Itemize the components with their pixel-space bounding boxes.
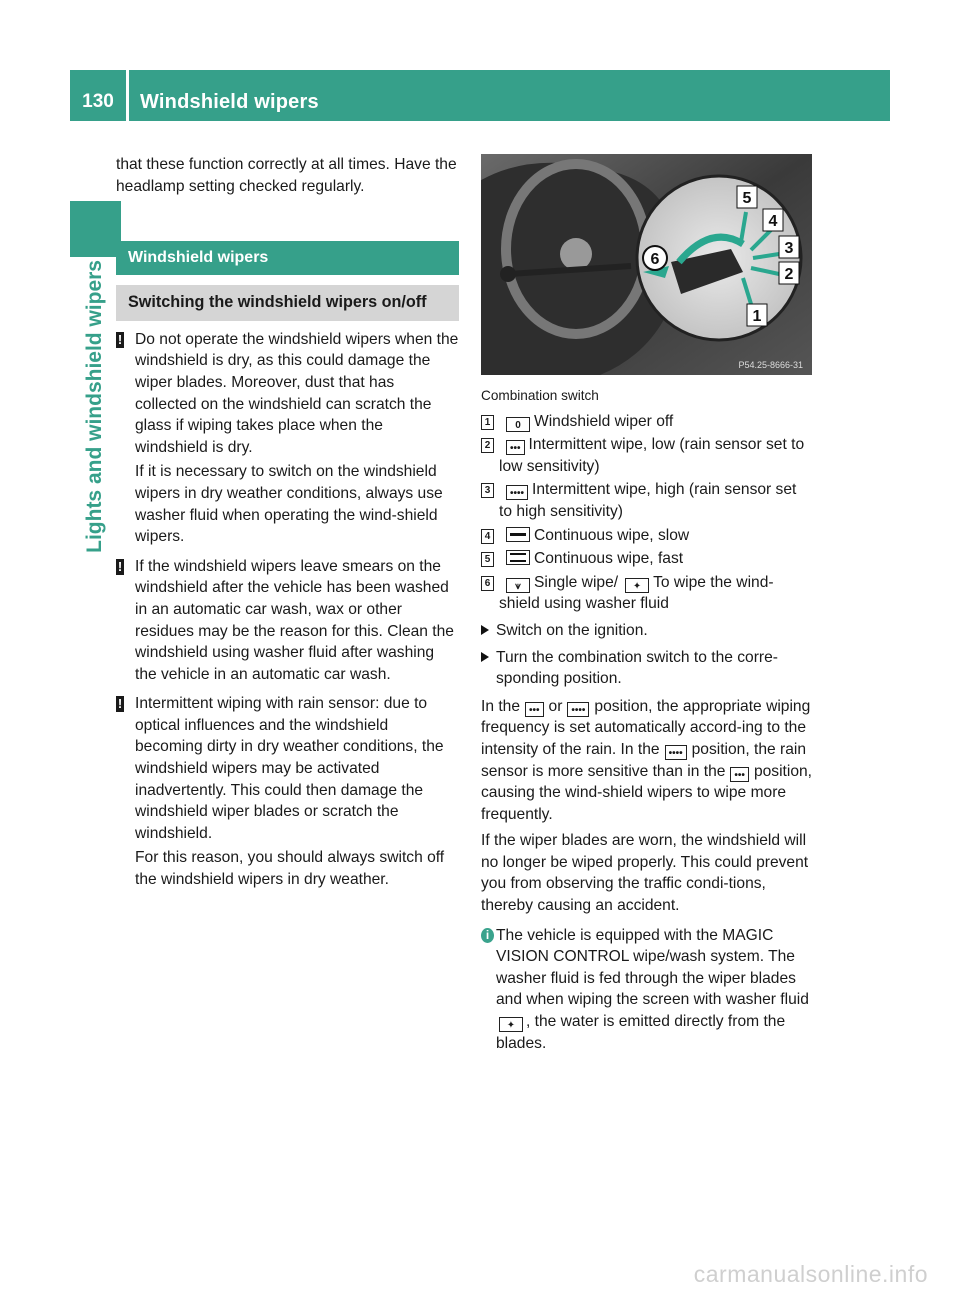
intermittent-low-symbol: •••	[506, 440, 525, 455]
exclamation-icon: !	[117, 696, 123, 712]
exclamation-icon: !	[117, 558, 123, 574]
rain-sensor-paragraph	[481, 696, 813, 826]
page-number: 130	[82, 91, 114, 112]
callout-6: 6	[650, 251, 660, 268]
intermittent-high-symbol: ••••	[567, 702, 589, 717]
continuous-fast-icon	[506, 550, 530, 565]
step-arrow-icon	[481, 625, 489, 635]
step-arrow-icon	[481, 652, 489, 662]
section-heading: Windshield wipers	[116, 241, 459, 275]
warning-note	[116, 693, 459, 890]
combination-switch-figure	[481, 154, 812, 375]
left-column	[116, 154, 459, 891]
note-text: If it is necessary to switch on the windshield wipers in dry weather conditions, always use washer fluid when operating the wind-shield wipers.	[135, 463, 443, 546]
washer-fluid-icon: ✦	[499, 1017, 523, 1032]
item-number: 5	[481, 552, 494, 567]
legend-item	[481, 572, 813, 615]
instruction-step	[481, 620, 813, 642]
warning-note	[116, 329, 459, 548]
single-wipe-icon: ⩛	[506, 578, 530, 593]
callout-4: 4	[768, 213, 778, 230]
item-text: Continuous wipe, slow	[534, 526, 690, 544]
info-text: The vehicle is equipped with the MAGIC VISION CONTROL wipe/wash system. The washer fluid is fed through the wiper blades and when wiping the screen with washer fluid	[496, 926, 809, 1009]
item-number: 3	[481, 483, 494, 498]
callout-3: 3	[784, 240, 794, 257]
para-text: In the	[481, 697, 521, 715]
exclamation-icon: !	[117, 331, 123, 347]
para-text: position, the appropriate wiping frequency is set automatically accord-ing to the intensity of the rain. In the	[481, 697, 811, 758]
item-text: To wipe the wind-shield using washer fluid	[499, 573, 774, 613]
note-text: For this reason, you should always switch off the windshield wipers in dry weather.	[135, 849, 445, 889]
intermittent-high-symbol: ••••	[506, 485, 528, 500]
instruction-step	[481, 647, 813, 690]
legend-item	[481, 411, 813, 433]
item-number: 1	[481, 415, 494, 430]
intermittent-low-symbol: •••	[525, 702, 544, 717]
legend-item	[481, 525, 813, 547]
para-text: position, causing the wind-shield wipers to wipe more frequently.	[481, 762, 813, 823]
figure-caption: Combination switch	[481, 388, 599, 403]
item-number: 6	[481, 576, 494, 591]
header-divider	[126, 70, 129, 121]
para-text: or	[548, 697, 563, 715]
side-tab-marker	[70, 201, 121, 257]
info-text: , the water is emitted directly from the blades.	[496, 1013, 786, 1052]
callout-2: 2	[784, 266, 794, 283]
watermark: carmanualsonline.info	[693, 1261, 928, 1287]
note-text: Do not operate the windshield wipers when the windshield is dry, as this could damage the wiper blades. Moreover, dust that has collected on the windshield can scratch the glass if wiping takes place when the windshield is dry.	[135, 330, 459, 456]
item-number: 4	[481, 529, 494, 544]
side-chapter-title: Lights and windshield wipers	[83, 260, 106, 553]
legend-item	[481, 479, 813, 522]
right-column	[481, 385, 813, 1054]
washer-fluid-icon: ✦	[625, 578, 649, 593]
item-text: Windshield wiper off	[534, 412, 674, 430]
callout-1: 1	[752, 308, 762, 325]
switch-end-marker	[500, 266, 516, 282]
figure-illustration	[481, 154, 812, 375]
item-text: Single wipe/	[534, 573, 619, 591]
legend-item	[481, 434, 813, 477]
note-text: If the windshield wipers leave smears on the windshield after the vehicle has been washed in an automatic car wash, wax or other residues may be the reason for this. Clean the windshield using washer fluid after washing the vehicle in an automatic car wash.	[135, 557, 454, 683]
step-text: Turn the combination switch to the corre-sponding position.	[496, 648, 778, 688]
intro-text: that these function correctly at all times. Have the headlamp setting checked regularly.	[116, 156, 457, 195]
legend-item	[481, 548, 813, 570]
page-title: Windshield wipers	[140, 91, 319, 113]
step-text: Switch on the ignition.	[496, 621, 648, 639]
subsection-heading: Switching the windshield wipers on/off	[116, 285, 459, 321]
note-text: Intermittent wiping with rain sensor: due to optical influences and the windshield becoming dirty in dry weather conditions, the windshield wipers may be activated inadvertently. This could then damage the windshield wiper blades or scratch the windshield.	[135, 695, 444, 842]
figure-code: P54.25-8666-31	[738, 360, 803, 370]
item-text: Continuous wipe, fast	[534, 550, 684, 568]
callout-5: 5	[742, 190, 752, 207]
warning-paragraph: If the wiper blades are worn, the windshield will no longer be wiped properly. This could prevent you from observing the traffic condi-tions, thereby causing an accident.	[481, 832, 809, 915]
steering-wheel-hub	[560, 238, 592, 270]
item-text: Intermittent wipe, low (rain sensor set to low sensitivity)	[499, 436, 805, 475]
para-text: position, the rain sensor is more sensitive than in the	[481, 740, 807, 780]
item-text: Intermittent wipe, high (rain sensor set to high sensitivity)	[499, 481, 797, 520]
wiper-off-symbol: 0	[506, 417, 530, 432]
item-number: 2	[481, 438, 494, 453]
intermittent-low-symbol: •••	[730, 767, 749, 782]
intermittent-high-symbol: ••••	[665, 745, 687, 760]
info-note	[481, 925, 813, 1055]
warning-note	[116, 556, 459, 686]
continuous-slow-icon	[506, 527, 530, 542]
info-icon: i	[481, 928, 494, 943]
